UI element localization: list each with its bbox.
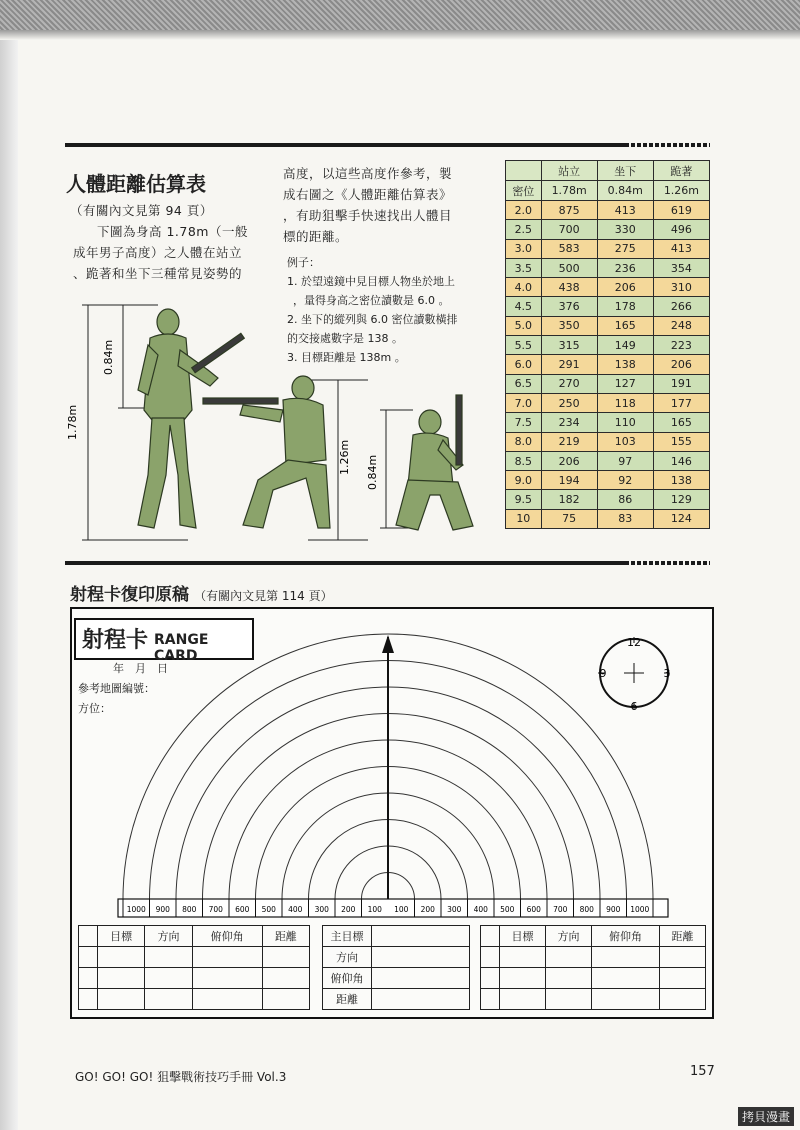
main-label-cell: 方向 bbox=[323, 947, 372, 968]
table-row bbox=[506, 297, 710, 316]
log-header-cell: 方向 bbox=[145, 926, 192, 947]
book-title-footer: GO! GO! GO! 狙擊戰術技巧手冊 Vol.3 bbox=[75, 1070, 287, 1084]
distance-cell: 97 bbox=[597, 451, 653, 470]
log-header-cell: 距離 bbox=[660, 926, 706, 947]
table-row bbox=[506, 432, 710, 451]
distance-cell: 219 bbox=[541, 432, 597, 451]
table-row bbox=[506, 490, 710, 509]
distance-cell: 127 bbox=[597, 374, 653, 393]
scale-label: 800 bbox=[579, 905, 594, 914]
distance-cell: 413 bbox=[597, 201, 653, 220]
distance-cell: 266 bbox=[653, 297, 709, 316]
scale-label: 800 bbox=[182, 905, 197, 914]
table-row bbox=[506, 509, 710, 528]
table-header-cell: 1.26m bbox=[653, 181, 709, 201]
scale-label: 500 bbox=[500, 905, 515, 914]
log-header-cell: 距離 bbox=[262, 926, 309, 947]
target-log-table-right bbox=[480, 925, 706, 1010]
scan-top-band bbox=[0, 0, 800, 40]
scale-label: 1000 bbox=[630, 905, 650, 914]
text-line: 下圖為身高 1.78m（一般 bbox=[97, 224, 248, 239]
log-header-cell: 方向 bbox=[546, 926, 592, 947]
distance-cell: 354 bbox=[653, 258, 709, 277]
distance-cell: 619 bbox=[653, 201, 709, 220]
section-rule bbox=[65, 143, 625, 147]
mil-reading-cell: 3.0 bbox=[506, 239, 542, 258]
mil-reading-cell: 2.0 bbox=[506, 201, 542, 220]
main-label-cell: 距離 bbox=[323, 989, 372, 1010]
distance-cell: 270 bbox=[541, 374, 597, 393]
distance-cell: 330 bbox=[597, 220, 653, 239]
table-row bbox=[506, 201, 710, 220]
clock-3: 3 bbox=[663, 667, 671, 680]
table-header-cell: 1.78m bbox=[541, 181, 597, 201]
distance-cell: 178 bbox=[597, 297, 653, 316]
distance-cell: 155 bbox=[653, 432, 709, 451]
mil-reading-cell: 7.0 bbox=[506, 393, 542, 412]
table-row bbox=[506, 393, 710, 412]
scale-label: 400 bbox=[288, 905, 303, 914]
table-header-cell bbox=[506, 161, 542, 181]
label-084b: 0.84m bbox=[366, 454, 379, 490]
mil-reading-cell: 8.0 bbox=[506, 432, 542, 451]
standing-soldier bbox=[138, 309, 244, 528]
distance-cell: 500 bbox=[541, 258, 597, 277]
scale-label: 300 bbox=[447, 905, 462, 914]
section-rule-gradient bbox=[625, 561, 710, 565]
soldier-postures-illustration bbox=[68, 300, 503, 545]
table-row bbox=[506, 336, 710, 355]
distance-cell: 250 bbox=[541, 393, 597, 412]
table-row bbox=[506, 374, 710, 393]
target-log-table-left bbox=[78, 925, 310, 1010]
table-row bbox=[506, 220, 710, 239]
distance-cell: 583 bbox=[541, 239, 597, 258]
table-row bbox=[506, 413, 710, 432]
distance-cell: 496 bbox=[653, 220, 709, 239]
distance-cell: 206 bbox=[653, 355, 709, 374]
label-126: 1.26m bbox=[338, 439, 351, 475]
distance-cell: 110 bbox=[597, 413, 653, 432]
scale-label: 200 bbox=[341, 905, 356, 914]
clock-12: 12 bbox=[627, 636, 641, 649]
distance-cell: 138 bbox=[653, 471, 709, 490]
sitting-soldier bbox=[396, 395, 473, 530]
distance-cell: 138 bbox=[597, 355, 653, 374]
main-label-cell: 俯仰角 bbox=[323, 968, 372, 989]
distance-cell: 177 bbox=[653, 393, 709, 412]
mil-reading-cell: 5.0 bbox=[506, 316, 542, 335]
example-line: 1. 於望遠鏡中見目標人物坐於地上 bbox=[287, 275, 455, 288]
section-title: 人體距離估算表 bbox=[66, 172, 206, 196]
distance-cell: 124 bbox=[653, 509, 709, 528]
table-header-cell: 坐下 bbox=[597, 161, 653, 181]
scale-label: 700 bbox=[553, 905, 568, 914]
log-header-cell: 目標 bbox=[98, 926, 145, 947]
map-number-label: 參考地圖編號： bbox=[78, 682, 155, 695]
mil-reading-cell: 2.5 bbox=[506, 220, 542, 239]
clock-6: 6 bbox=[630, 700, 638, 713]
main-label-cell: 主目標 bbox=[323, 926, 372, 947]
text-line: 成右圖之《人體距離估算表》 bbox=[283, 187, 453, 202]
text-line: 成年男子高度）之人體在站立 bbox=[73, 245, 243, 260]
section-rule-gradient bbox=[625, 143, 710, 147]
date-field-label: 年 月 日 bbox=[113, 662, 168, 675]
range-card-title-en: RANGE CARD bbox=[154, 632, 209, 664]
kneeling-soldier bbox=[203, 376, 330, 528]
watermark-stamp: 拷貝漫畫 bbox=[738, 1107, 794, 1126]
distance-cell: 86 bbox=[597, 490, 653, 509]
distance-estimation-table bbox=[505, 160, 710, 529]
text-line: ，有助狙擊手快速找出人體目 bbox=[283, 208, 453, 223]
distance-cell: 191 bbox=[653, 374, 709, 393]
intro-paragraph-cont bbox=[283, 163, 498, 247]
distance-cell: 236 bbox=[597, 258, 653, 277]
north-arrow-head bbox=[382, 635, 394, 653]
direction-label: 方位： bbox=[78, 702, 111, 715]
scale-label: 900 bbox=[155, 905, 170, 914]
distance-cell: 83 bbox=[597, 509, 653, 528]
example-line: ，量得身高之密位讀數是 6.0 。 bbox=[293, 294, 450, 307]
distance-cell: 118 bbox=[597, 393, 653, 412]
mil-reading-cell: 9.5 bbox=[506, 490, 542, 509]
section-2-heading bbox=[70, 580, 333, 605]
clock-9: 9 bbox=[599, 667, 607, 680]
table-header-row bbox=[506, 181, 710, 201]
log-header-cell: 俯仰角 bbox=[192, 926, 262, 947]
text-line: 高度，以這些高度作參考，製 bbox=[283, 166, 453, 181]
log-header-cell: 目標 bbox=[500, 926, 546, 947]
mil-reading-cell: 4.0 bbox=[506, 278, 542, 297]
distance-cell: 165 bbox=[653, 413, 709, 432]
section-2-title: 射程卡復印原稿 bbox=[70, 585, 189, 605]
distance-cell: 275 bbox=[597, 239, 653, 258]
distance-cell: 146 bbox=[653, 451, 709, 470]
mil-reading-cell: 5.5 bbox=[506, 336, 542, 355]
scale-label: 200 bbox=[420, 905, 435, 914]
mil-reading-cell: 9.0 bbox=[506, 471, 542, 490]
mil-reading-cell: 6.0 bbox=[506, 355, 542, 374]
distance-cell: 413 bbox=[653, 239, 709, 258]
distance-cell: 206 bbox=[597, 278, 653, 297]
distance-cell: 223 bbox=[653, 336, 709, 355]
table-row bbox=[506, 258, 710, 277]
section-2-reference: （有關內文見第 114 頁） bbox=[194, 589, 333, 603]
mil-reading-cell: 6.5 bbox=[506, 374, 542, 393]
example-line: 的交接處數字是 138 。 bbox=[287, 332, 403, 345]
scale-label: 700 bbox=[208, 905, 223, 914]
distance-cell: 165 bbox=[597, 316, 653, 335]
mil-reading-cell: 8.5 bbox=[506, 451, 542, 470]
distance-cell: 875 bbox=[541, 201, 597, 220]
distance-cell: 315 bbox=[541, 336, 597, 355]
example-line: 2. 坐下的縱列與 6.0 密位讀數橫排 bbox=[287, 313, 458, 326]
table-row bbox=[506, 451, 710, 470]
scale-label: 600 bbox=[235, 905, 250, 914]
distance-cell: 291 bbox=[541, 355, 597, 374]
distance-cell: 103 bbox=[597, 432, 653, 451]
text-line: 、跪著和坐下三種常見姿勢的 bbox=[73, 266, 243, 281]
distance-cell: 700 bbox=[541, 220, 597, 239]
distance-cell: 248 bbox=[653, 316, 709, 335]
distance-cell: 129 bbox=[653, 490, 709, 509]
range-card-title-zh: 射程卡 bbox=[82, 628, 149, 653]
scale-label: 600 bbox=[526, 905, 541, 914]
distance-cell: 194 bbox=[541, 471, 597, 490]
table-row bbox=[506, 239, 710, 258]
mil-reading-cell: 10 bbox=[506, 509, 542, 528]
section-reference: （有關內文見第 94 頁） bbox=[70, 203, 213, 218]
text-line: 標的距離。 bbox=[283, 229, 349, 244]
distance-cell: 75 bbox=[541, 509, 597, 528]
distance-cell: 206 bbox=[541, 451, 597, 470]
label-084a: 0.84m bbox=[102, 339, 115, 375]
mil-reading-cell: 4.5 bbox=[506, 297, 542, 316]
page-number: 157 bbox=[690, 1064, 715, 1079]
distance-cell: 149 bbox=[597, 336, 653, 355]
mil-reading-cell: 3.5 bbox=[506, 258, 542, 277]
table-header-cell: 跪著 bbox=[653, 161, 709, 181]
distance-cell: 92 bbox=[597, 471, 653, 490]
scale-label: 400 bbox=[473, 905, 488, 914]
distance-cell: 438 bbox=[541, 278, 597, 297]
scale-label: 300 bbox=[314, 905, 329, 914]
section-rule bbox=[65, 561, 625, 565]
scale-label: 900 bbox=[606, 905, 621, 914]
table-row bbox=[506, 355, 710, 374]
row-index-cell bbox=[481, 926, 500, 947]
mil-reading-cell: 7.5 bbox=[506, 413, 542, 432]
table-row bbox=[506, 278, 710, 297]
distance-cell: 376 bbox=[541, 297, 597, 316]
example-line: 3. 目標距離是 138m 。 bbox=[287, 351, 406, 364]
distance-cell: 234 bbox=[541, 413, 597, 432]
table-row bbox=[506, 471, 710, 490]
example-title: 例子： bbox=[287, 256, 320, 269]
table-header-cell: 站立 bbox=[541, 161, 597, 181]
scale-label: 1000 bbox=[126, 905, 146, 914]
table-header-cell: 0.84m bbox=[597, 181, 653, 201]
distance-cell: 310 bbox=[653, 278, 709, 297]
label-178: 1.78m bbox=[66, 404, 79, 440]
scale-label: 100 bbox=[367, 905, 382, 914]
table-header-row bbox=[506, 161, 710, 181]
intro-paragraph bbox=[73, 221, 273, 284]
log-header-cell: 俯仰角 bbox=[592, 926, 660, 947]
table-row bbox=[506, 316, 710, 335]
distance-cell: 350 bbox=[541, 316, 597, 335]
page-binding-shadow bbox=[0, 40, 18, 1130]
scale-label: 100 bbox=[394, 905, 409, 914]
table-body bbox=[506, 201, 710, 529]
row-index-cell bbox=[79, 926, 98, 947]
distance-cell: 182 bbox=[541, 490, 597, 509]
main-target-table bbox=[322, 925, 470, 1010]
table-header-cell: 密位 bbox=[506, 181, 542, 201]
scale-label: 500 bbox=[261, 905, 276, 914]
